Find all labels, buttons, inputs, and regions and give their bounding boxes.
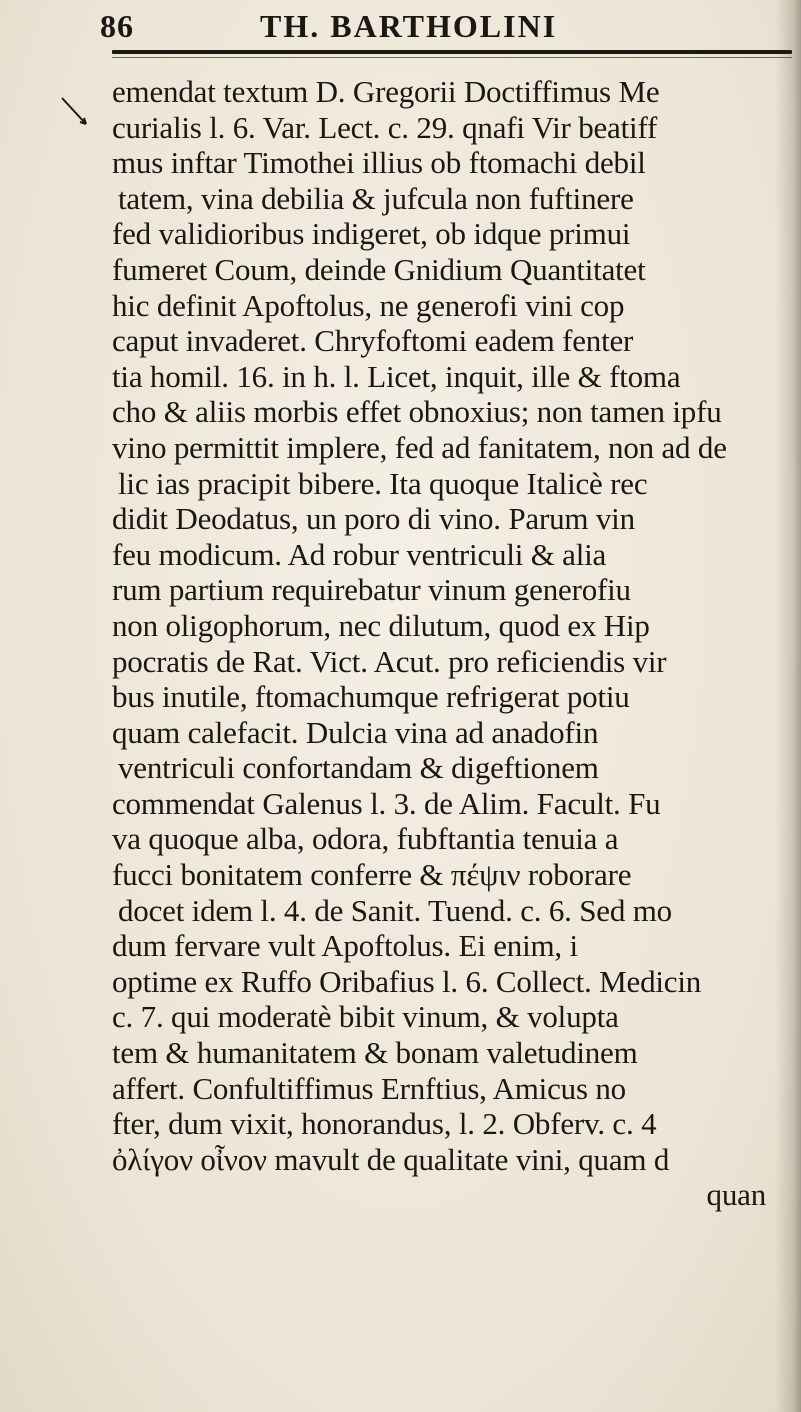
- header-rule-thin: [112, 57, 792, 58]
- text-line: rum partium requirebatur vinum generofiu: [112, 572, 631, 608]
- text-line: lic ias pracipit bibere. Ita quoque Italicè rec: [118, 465, 648, 501]
- text-line: tatem, vina debilia & jufcula non fuftinere: [118, 180, 634, 216]
- text-line: caput invaderet. Chryfoftomi eadem fenter: [112, 323, 634, 359]
- body-text: [112, 74, 796, 1213]
- text-line: affert. Confultiffimus Ernftius, Amicus no: [112, 1070, 626, 1106]
- text-line: feu modicum. Ad robur ventriculi & alia: [112, 536, 607, 572]
- text-line: fter, dum vixit, honorandus, l. 2. Obferv. c. 4: [112, 1106, 657, 1142]
- text-line: commendat Galenus l. 3. de Alim. Facult. Fu: [112, 785, 661, 821]
- text-line: vino permittit implere, fed ad fanitatem, non ad de: [112, 429, 727, 465]
- page-number: 86: [100, 8, 134, 44]
- text-line: fucci bonitatem conferre & πέψιν roborare: [112, 857, 632, 893]
- text-line: optime ex Ruffo Oribafius l. 6. Collect. Medicin: [112, 963, 702, 999]
- text-line: bus inutile, ftomachumque refrigerat potiu: [112, 679, 630, 715]
- text-line: dum fervare vult Apoftolus. Ei enim, i: [112, 928, 578, 964]
- text-line: tem & humanitatem & bonam valetudinem: [112, 1035, 638, 1071]
- text-line: ὀλίγον οἶνον mavult de qualitate vini, quam d: [112, 1141, 670, 1177]
- text-line: didit Deodatus, un poro di vino. Parum vin: [112, 501, 635, 537]
- text-line: hic definit Apoftolus, ne generofi vini cop: [112, 287, 625, 323]
- text-line: quam calefacit. Dulcia vina ad anadofin: [112, 714, 599, 750]
- printer-tick-mark: [60, 94, 100, 134]
- text-line: curialis l. 6. Var. Lect. c. 29. qnafi Vir beatiff: [112, 109, 658, 145]
- text-line: c. 7. qui moderatè bibit vinum, & volupta: [112, 999, 619, 1035]
- text-line: fumeret Coum, deinde Gnidium Quantitatet: [112, 251, 646, 287]
- text-line: mus inftar Timothei illius ob ftomachi debil: [112, 145, 646, 181]
- catchword: quan: [706, 1177, 766, 1213]
- text-line: emendat textum D. Gregorii Doctiffimus Me: [112, 74, 660, 109]
- header-title: TH. BARTHOLINI: [260, 8, 558, 44]
- text-line: cho & aliis morbis effet obnoxius; non tamen ipfu: [112, 394, 722, 430]
- text-line: pocratis de Rat. Vict. Acut. pro reficiendis vir: [112, 643, 667, 679]
- running-head: [0, 6, 801, 46]
- text-line: ventriculi confortandam & digeftionem: [118, 750, 599, 786]
- text-line: fed validioribus indigeret, ob idque primui: [112, 216, 631, 252]
- text-line: docet idem l. 4. de Sanit. Tuend. c. 6. Sed mo: [118, 892, 672, 928]
- page-edge-shadow: [775, 0, 801, 1412]
- header-rule: [112, 50, 792, 54]
- text-line: non oligophorum, nec dilutum, quod ex Hip: [112, 607, 650, 643]
- text-line: tia homil. 16. in h. l. Licet, inquit, ille & ftoma: [112, 358, 681, 394]
- text-line: va quoque alba, odora, fubftantia tenuia a: [112, 821, 619, 857]
